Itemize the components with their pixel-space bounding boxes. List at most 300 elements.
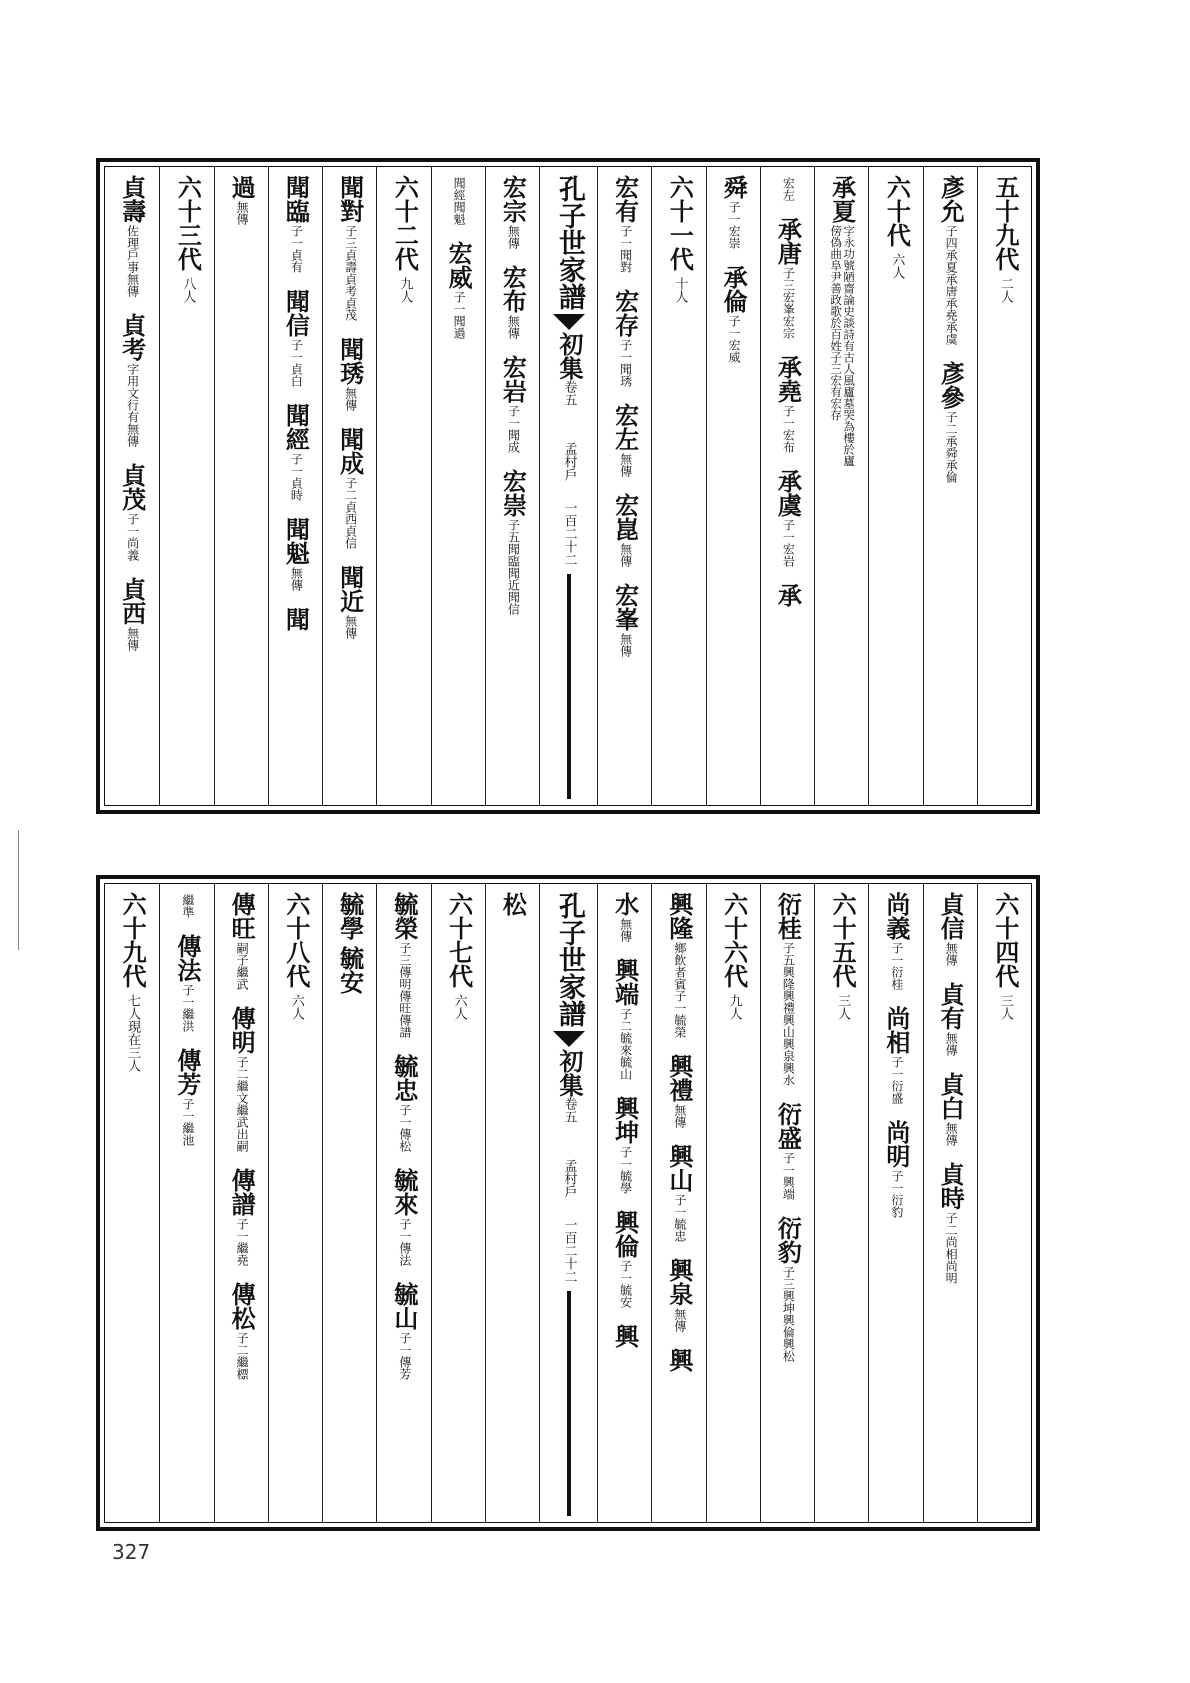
person-entry — [499, 265, 526, 349]
column-content — [160, 175, 214, 799]
person-name: 承 — [773, 583, 803, 607]
person-entry — [499, 355, 526, 463]
person-entry — [937, 175, 964, 355]
person-name: 舜 — [719, 175, 749, 199]
person-name: 毓來 — [389, 1168, 419, 1216]
generation-heading — [992, 175, 1018, 303]
person-entry — [282, 517, 309, 601]
person-name: 承夏 — [827, 175, 857, 223]
column-content — [323, 892, 377, 1516]
person-note: 無傳 — [343, 387, 358, 411]
person-note: 子一衍桂 — [889, 942, 904, 990]
branch-label: 孟村戶 — [561, 1159, 577, 1198]
person-entry — [119, 175, 146, 307]
generation-label: 六十五代 — [828, 892, 858, 988]
folio-number: 一百二十二 — [561, 1218, 577, 1283]
column-content — [978, 175, 1032, 799]
generation-count: 八人 — [180, 277, 196, 303]
person-name: 尚義 — [881, 892, 911, 940]
person-entry — [452, 175, 465, 235]
column-content — [377, 175, 431, 799]
person-note: 子一傳松 — [397, 1104, 412, 1152]
person-name: 宏左 — [610, 403, 640, 451]
genealogy-column — [431, 167, 486, 805]
column-content — [432, 175, 486, 799]
person-name: 聞魁 — [281, 517, 311, 565]
person-entry — [883, 1120, 910, 1228]
person-name: 彥參 — [936, 361, 966, 409]
generation-count: 六人 — [451, 994, 467, 1020]
generation-label: 六十七代 — [444, 892, 474, 988]
person-note: 無傳 — [672, 1308, 687, 1332]
person-name: 松 — [498, 892, 528, 916]
person-note: 子五聞臨聞近聞信 — [506, 519, 521, 615]
person-entry — [666, 1348, 693, 1372]
person-entry — [666, 1144, 693, 1252]
genealogy-column — [868, 167, 923, 805]
person-name: 彥允 — [936, 175, 966, 223]
genealogy-column — [868, 884, 923, 1522]
genealogy-column — [977, 884, 1032, 1522]
genealogy-column — [214, 884, 269, 1522]
person-entry — [883, 892, 910, 1000]
person-note: 子一傳法 — [397, 1218, 412, 1266]
generation-heading — [446, 892, 472, 1020]
center-title: 孔子世家譜 — [554, 175, 585, 310]
genealogy-panel-bottom — [96, 875, 1040, 1531]
genealogy-column — [214, 167, 269, 805]
genealogy-column — [485, 167, 540, 805]
person-name: 宏崑 — [610, 493, 640, 541]
genealogy-column — [105, 884, 159, 1522]
person-entry — [774, 892, 801, 1096]
person-note: 無傳 — [235, 201, 250, 225]
genealogy-column — [651, 884, 706, 1522]
person-name: 聞 — [281, 607, 311, 631]
person-note: 佐理戶事無傳 — [125, 225, 140, 297]
person-note: 字永功號陋齋論史談詩有古人風廬墓哭為樓於廬傍偽曲阜尹善政歌於百姓子三宏有宏存 — [829, 225, 857, 467]
person-note: 子一聞琇 — [618, 339, 633, 387]
person-entry — [282, 607, 309, 631]
genealogy-column — [760, 167, 815, 805]
person-entry — [774, 1216, 801, 1372]
person-note: 子一衍盛 — [889, 1056, 904, 1104]
person-entry — [228, 1282, 255, 1390]
column-content — [815, 892, 869, 1516]
person-note: 無傳 — [618, 918, 633, 942]
person-name: 興倫 — [610, 1210, 640, 1258]
person-entry — [612, 892, 639, 952]
column-content — [540, 892, 598, 1516]
genealogy-column — [706, 167, 761, 805]
person-note: 子一聞過 — [452, 291, 467, 339]
person-name: 傳芳 — [172, 1048, 202, 1096]
genealogy-column — [268, 167, 323, 805]
genealogy-panel-top — [96, 158, 1040, 814]
center-title: 孔子世家譜 — [554, 892, 585, 1027]
person-note: 聞經聞魁 — [452, 177, 467, 225]
column-content — [652, 175, 706, 799]
person-entry — [666, 892, 693, 1048]
person-note: 無傳 — [289, 567, 304, 591]
person-name: 宏布 — [498, 265, 528, 313]
panel-inner-frame — [104, 883, 1032, 1523]
person-entry — [499, 892, 526, 916]
person-note: 子一興端 — [781, 1152, 796, 1200]
person-name: 承倫 — [719, 265, 749, 313]
generation-heading — [992, 892, 1018, 1020]
genealogy-column — [159, 167, 214, 805]
person-name: 宏峯 — [610, 583, 640, 631]
person-entry — [391, 1282, 418, 1390]
genealogy-column — [923, 167, 978, 805]
person-note: 無傳 — [618, 633, 633, 657]
genealogy-column — [376, 167, 431, 805]
genealogy-column — [268, 884, 323, 1522]
column-content — [105, 175, 159, 799]
genealogy-column — [977, 167, 1032, 805]
person-entry — [937, 892, 964, 976]
column-content — [815, 175, 869, 799]
person-entry — [612, 403, 639, 487]
person-entry — [937, 1162, 964, 1294]
generation-label: 六十九代 — [118, 892, 148, 988]
person-entry — [174, 1048, 201, 1156]
person-note: 子一聞對 — [618, 225, 633, 273]
person-note: 子一繼洪 — [180, 984, 195, 1032]
person-note: 子一貞有 — [289, 225, 304, 273]
person-name: 宏崇 — [498, 469, 528, 517]
person-name: 衍桂 — [773, 892, 803, 940]
person-entry — [720, 175, 747, 259]
person-name: 貞白 — [936, 1072, 966, 1120]
column-content — [652, 892, 706, 1516]
person-name: 衍盛 — [773, 1102, 803, 1150]
person-name: 興 — [664, 1348, 694, 1372]
person-note: 鄉飲者賓子一毓榮 — [672, 942, 687, 1038]
generation-count: 七人現在三人 — [125, 994, 141, 1072]
column-content — [540, 175, 598, 799]
column-content — [598, 892, 652, 1516]
genealogy-column — [923, 884, 978, 1522]
column-content — [269, 892, 323, 1516]
collection-label: 初集 — [555, 1049, 584, 1097]
person-entry — [612, 958, 639, 1090]
person-note: 子三傳明傳旺傳譜 — [397, 942, 412, 1038]
person-entry — [282, 403, 309, 511]
person-note: 子一尚義 — [125, 513, 140, 561]
person-name: 興隆 — [664, 892, 694, 940]
person-note: 嗣子繼武 — [235, 942, 250, 990]
generation-label: 六十八代 — [281, 892, 311, 988]
column-content — [598, 175, 652, 799]
genealogy-column — [105, 167, 159, 805]
person-entry — [612, 289, 639, 397]
person-name: 貞考 — [117, 313, 147, 361]
person-entry — [937, 1072, 964, 1156]
person-name: 宏有 — [610, 175, 640, 223]
person-entry — [119, 463, 146, 571]
person-note: 子二繼文繼武出嗣 — [235, 1056, 250, 1152]
column-content — [432, 892, 486, 1516]
person-name: 過 — [227, 175, 257, 199]
person-entry — [612, 493, 639, 577]
generation-label: 六十二代 — [390, 175, 420, 271]
person-note: 無傳 — [506, 315, 521, 339]
person-entry — [720, 265, 747, 373]
generation-label: 六十六代 — [719, 892, 749, 988]
person-name: 貞茂 — [117, 463, 147, 511]
person-entry — [612, 175, 639, 283]
generation-count: 九人 — [726, 994, 742, 1020]
genealogy-column — [322, 884, 377, 1522]
person-name: 宏宗 — [498, 175, 528, 223]
person-entry — [337, 565, 364, 649]
person-note: 無傳 — [672, 1104, 687, 1128]
person-entry — [337, 175, 364, 331]
column-content — [215, 892, 269, 1516]
person-entry — [337, 946, 364, 994]
genealogy-column — [814, 167, 869, 805]
person-name: 興坤 — [610, 1096, 640, 1144]
person-entry — [391, 892, 418, 1048]
person-entry — [228, 175, 255, 235]
column-content — [105, 892, 159, 1516]
person-note: 子二繼標 — [235, 1332, 250, 1380]
column-content — [924, 175, 978, 799]
person-name: 聞琇 — [335, 337, 365, 385]
person-note: 無傳 — [618, 453, 633, 477]
genealogy-column — [485, 884, 540, 1522]
generation-heading — [665, 175, 695, 303]
person-entry — [774, 217, 801, 349]
genealogy-column — [597, 167, 652, 805]
genealogy-column — [597, 884, 652, 1522]
center-rule — [567, 574, 571, 799]
collection-label: 初集 — [555, 332, 584, 380]
person-note: 無傳 — [618, 543, 633, 567]
person-name: 興端 — [610, 958, 640, 1006]
genealogy-column — [651, 167, 706, 805]
person-name: 承堯 — [773, 355, 803, 403]
person-entry — [174, 934, 201, 1042]
column-content — [761, 175, 815, 799]
person-entry — [337, 337, 364, 421]
generation-heading — [118, 892, 148, 1072]
person-name: 毓忠 — [389, 1054, 419, 1102]
generation-label: 五十九代 — [990, 175, 1020, 271]
person-note: 無傳 — [343, 615, 358, 639]
person-entry — [119, 577, 146, 661]
column-content — [707, 175, 761, 799]
panel-inner-frame — [104, 166, 1032, 806]
person-note: 子一宏布 — [781, 405, 796, 453]
generation-count: 二人 — [997, 277, 1013, 303]
genealogy-column — [376, 884, 431, 1522]
person-entry — [774, 355, 801, 463]
generation-label: 六十四代 — [990, 892, 1020, 988]
column-content — [486, 892, 540, 1516]
generation-count: 九人 — [397, 277, 413, 303]
person-entry — [774, 1102, 801, 1210]
person-entry — [181, 892, 194, 928]
person-entry — [612, 1096, 639, 1204]
person-entry — [666, 1258, 693, 1342]
person-name: 聞經 — [281, 403, 311, 451]
person-name: 聞成 — [335, 427, 365, 475]
person-note: 子二貞西貞信 — [343, 477, 358, 549]
person-note: 字用文行有無傳 — [125, 363, 140, 447]
person-entry — [391, 1168, 418, 1276]
person-note: 無傳 — [944, 942, 959, 966]
generation-heading — [828, 892, 858, 1020]
folio-number: 一百二十二 — [561, 501, 577, 566]
genealogy-column — [159, 884, 214, 1522]
generation-count: 十人 — [672, 277, 688, 303]
generation-count: 六人 — [288, 994, 304, 1020]
person-note: 無傳 — [944, 1032, 959, 1056]
person-name: 毓學 — [335, 892, 365, 940]
person-name: 宏岩 — [498, 355, 528, 403]
person-note: 子一毓忠 — [672, 1194, 687, 1242]
person-name: 貞壽 — [117, 175, 147, 223]
person-entry — [228, 892, 255, 1000]
fishtail-mark — [553, 314, 585, 330]
person-note: 子四承夏承唐承堯承虞 — [944, 225, 959, 345]
person-entry — [612, 583, 639, 667]
person-note: 子一貞白 — [289, 339, 304, 387]
center-title-column — [539, 884, 598, 1522]
column-content — [761, 892, 815, 1516]
person-entry — [612, 1324, 639, 1348]
person-name: 毓山 — [389, 1282, 419, 1330]
person-name: 傳明 — [227, 1006, 257, 1054]
generation-count: 六人 — [889, 253, 905, 279]
person-entry — [337, 427, 364, 559]
person-entry — [774, 583, 801, 607]
person-note: 子二毓來毓山 — [618, 1008, 633, 1080]
person-name: 聞對 — [335, 175, 365, 223]
person-note: 子一宏崇 — [727, 201, 742, 249]
person-name: 傳譜 — [227, 1168, 257, 1216]
column-content — [160, 892, 214, 1516]
person-entry — [937, 361, 964, 493]
person-name: 承虞 — [773, 469, 803, 517]
generation-heading — [283, 892, 309, 1020]
generation-label: 六十三代 — [173, 175, 203, 271]
person-name: 聞臨 — [281, 175, 311, 223]
person-name: 興泉 — [664, 1258, 694, 1306]
person-note: 子一貞時 — [289, 453, 304, 501]
person-name: 尚明 — [881, 1120, 911, 1168]
person-note: 子一傳芳 — [397, 1332, 412, 1380]
person-entry — [228, 1168, 255, 1276]
person-entry — [445, 241, 472, 349]
scan-margin-line — [18, 830, 19, 950]
person-entry — [337, 892, 364, 940]
page-number: 327 — [112, 1540, 151, 1564]
person-entry — [499, 469, 526, 625]
genealogy-column — [814, 884, 869, 1522]
person-name: 傳旺 — [227, 892, 257, 940]
person-note: 子二承舜承倫 — [944, 411, 959, 483]
genealogy-column — [706, 884, 761, 1522]
person-entry — [119, 313, 146, 457]
fishtail-mark — [553, 1031, 585, 1047]
generation-heading — [882, 175, 912, 279]
column-content — [377, 892, 431, 1516]
person-entry — [829, 175, 856, 482]
person-note: 子一毓學 — [618, 1146, 633, 1194]
person-note: 子五興隆興禮興山興泉興水 — [781, 942, 796, 1086]
person-name: 承唐 — [773, 217, 803, 265]
column-content — [978, 892, 1032, 1516]
person-note: 子一宏岩 — [781, 519, 796, 567]
person-note: 子一繼池 — [180, 1098, 195, 1146]
person-note: 子一聞成 — [506, 405, 521, 453]
branch-label: 孟村戶 — [561, 442, 577, 481]
generation-heading — [173, 175, 203, 303]
person-note: 子一衍豹 — [889, 1170, 904, 1218]
volume-label: 卷五 — [561, 1097, 577, 1123]
person-entry — [883, 1006, 910, 1114]
person-name: 興山 — [664, 1144, 694, 1192]
person-name: 毓榮 — [389, 892, 419, 940]
column-content — [215, 175, 269, 799]
person-entry — [666, 1054, 693, 1138]
person-note: 無傳 — [125, 627, 140, 651]
person-entry — [937, 982, 964, 1066]
person-name: 貞信 — [936, 892, 966, 940]
person-name: 貞西 — [117, 577, 147, 625]
person-name: 興 — [610, 1324, 640, 1348]
person-name: 傳松 — [227, 1282, 257, 1330]
center-rule — [567, 1291, 571, 1516]
person-note: 子三興坤興倫興松 — [781, 1266, 796, 1362]
person-note: 子一毓安 — [618, 1260, 633, 1308]
genealogy-column — [322, 167, 377, 805]
person-entry — [612, 1210, 639, 1318]
person-name: 聞信 — [281, 289, 311, 337]
person-note: 子一宏威 — [727, 315, 742, 363]
person-entry — [781, 175, 794, 211]
person-entry — [282, 175, 309, 283]
column-content — [486, 175, 540, 799]
generation-count: 三人 — [835, 994, 851, 1020]
person-name: 貞有 — [936, 982, 966, 1030]
person-name: 毓安 — [335, 946, 365, 994]
person-name: 興禮 — [664, 1054, 694, 1102]
column-content — [269, 175, 323, 799]
person-note: 宏左 — [781, 177, 796, 201]
genealogy-column — [431, 884, 486, 1522]
person-note: 繼準 — [180, 894, 195, 918]
generation-count: 三人 — [997, 994, 1013, 1020]
column-content — [924, 892, 978, 1516]
genealogy-column — [760, 884, 815, 1522]
column-content — [869, 175, 923, 799]
column-content — [323, 175, 377, 799]
person-name: 傳法 — [172, 934, 202, 982]
person-entry — [774, 469, 801, 577]
generation-label: 六十代 — [882, 175, 912, 247]
generation-heading — [721, 892, 747, 1020]
column-content — [707, 892, 761, 1516]
person-name: 聞近 — [335, 565, 365, 613]
person-name: 宏威 — [444, 241, 474, 289]
center-title-column — [539, 167, 598, 805]
person-entry — [228, 1006, 255, 1162]
